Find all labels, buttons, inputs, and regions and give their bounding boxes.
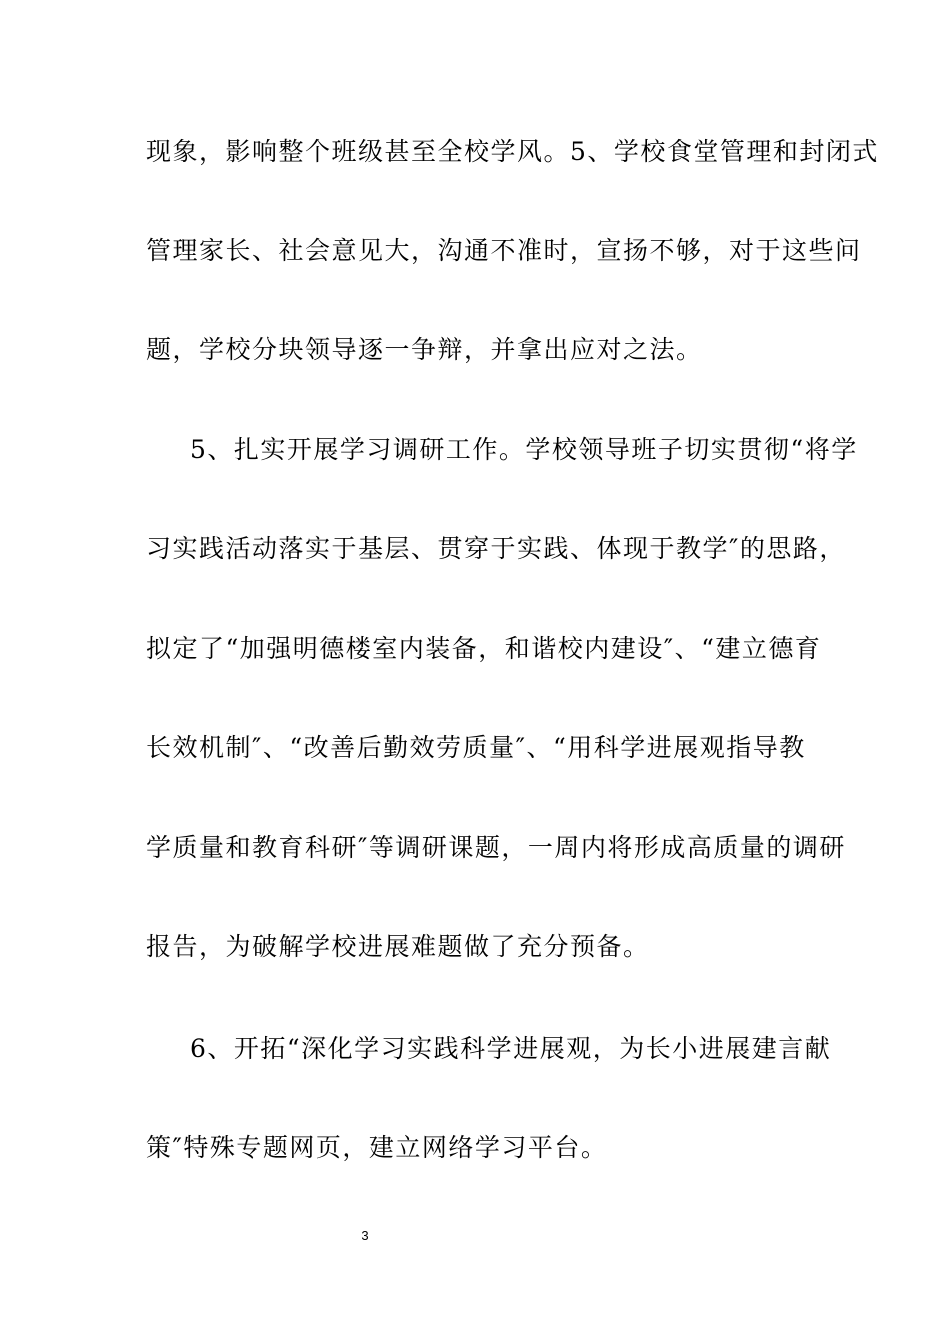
text-line: 学质量和教育科研″等调研课题，一周内将形成高质量的调研 (146, 833, 846, 862)
text-line: 现象，影响整个班级甚至全校学风。5、学校食堂管理和封闭式 (146, 137, 879, 166)
paragraph-start-line: 6、开拓“深化学习实践科学进展观，为长小进展建言献 (190, 1034, 832, 1063)
text-line: 习实践活动落实于基层、贯穿于实践、体现于教学″的思路， (146, 534, 846, 563)
paragraph-start-line: 5、扎实开展学习调研工作。学校领导班子切实贯彻“将学 (190, 435, 858, 464)
text-line: 策″特殊专题网页，建立网络学习平台。 (146, 1133, 608, 1162)
page-number: 3 (361, 1228, 369, 1243)
text-line: 拟定了“加强明德楼室内装备，和谐校内建设″、“建立德育 (146, 634, 822, 663)
text-line: 长效机制″、“改善后勤效劳质量″、“用科学进展观指导教 (146, 733, 806, 762)
text-line: 管理家长、社会意见大，沟通不准时，宣扬不够，对于这些问 (146, 236, 862, 265)
text-line: 报告，为破解学校进展难题做了充分预备。 (146, 932, 650, 961)
text-line: 题，学校分块领导逐一争辩，并拿出应对之法。 (146, 335, 703, 364)
